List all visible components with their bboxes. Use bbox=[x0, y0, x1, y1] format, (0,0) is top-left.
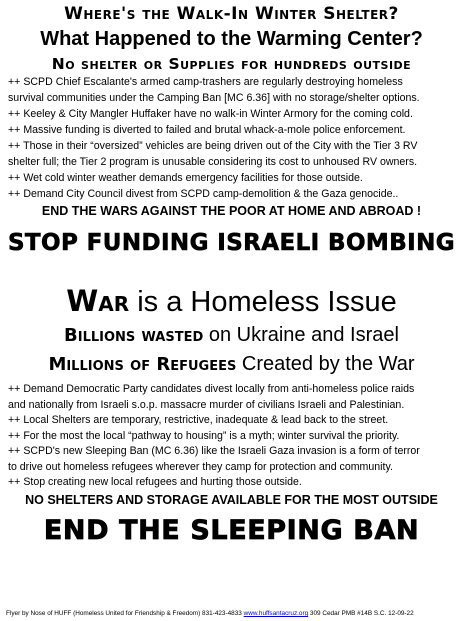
closing-wars-against-poor: END THE WARS AGAINST THE POOR AT HOME AND ABROAD ! bbox=[41, 204, 422, 218]
bullet-line: ++ Massive funding is diverted to failed and brutal whack-a-mole police enforcement. bbox=[8, 124, 406, 136]
bullet-line: ++ Keeley & City Mangler Huffaker have no walk-in Winter Armory for the coming cold. bbox=[8, 108, 413, 120]
bullet-line: ++ Wet cold winter weather demands emergency facilities for those outside. bbox=[8, 172, 363, 184]
headline-no-shelter: No shelter or Supplies for hundreds outside bbox=[51, 55, 412, 73]
flyer-footer bbox=[6, 610, 457, 618]
bullet-line: ++ Demand City Council divest from SCPD camp-demolition & the Gaza genocide.. bbox=[8, 188, 399, 200]
closing-no-shelters: NO SHELTERS AND STORAGE AVAILABLE FOR THE MOST OUTSIDE bbox=[25, 492, 438, 507]
footer-text-before: Flyer by Nose of HUFF (Homeless United for Friendship & Freedom) 831-423-4833 bbox=[6, 610, 244, 617]
footer-website-link[interactable]: www.huffsantacruz.org bbox=[243, 610, 309, 617]
millions-word: Millions of Refugees bbox=[48, 354, 237, 375]
bullet-line: shelter full; the Tier 2 program is unusable considering its cost to unhoused RV owners. bbox=[8, 156, 418, 168]
footer-text-after: 309 Cedar PMB #14B S.C. 12-09-22 bbox=[308, 610, 414, 617]
bullet-line: ++ Stop creating new local refugees and hurting those outside. bbox=[8, 476, 302, 488]
headline-war-homeless bbox=[6, 283, 457, 320]
headline-walk-in-shelter: Where's the Walk-In Winter Shelter? bbox=[64, 4, 399, 24]
headline-millions-refugees bbox=[6, 351, 457, 378]
bullet-list-2 bbox=[6, 382, 457, 491]
bullet-line: ++ SCPD Chief Escalante's armed camp-trashers are regularly destroying homeless bbox=[8, 76, 403, 88]
millions-rest: Created by the War bbox=[236, 353, 415, 375]
bullet-list-1 bbox=[6, 74, 457, 202]
bullet-line: ++ Local Shelters are temporary, restrictive, inadequate & lead back to the street. bbox=[8, 414, 389, 426]
bullet-line: ++ Demand Democratic Party candidates divest locally from anti-homeless police raids bbox=[8, 383, 415, 395]
billions-word: Billions wasted bbox=[64, 325, 204, 346]
billions-rest: on Ukraine and Israel bbox=[203, 324, 399, 346]
banner-stop-funding: STOP FUNDING ISRAELI BOMBING bbox=[7, 230, 456, 256]
bullet-line: ++ Those in their “oversized” vehicles are being driven out of the City with the Tier 3 RV bbox=[8, 140, 418, 152]
bullet-line: and nationally from Israeli s.o.p. massacre murder of civilians Israeli and Palestinian. bbox=[8, 398, 405, 411]
war-rest: is a Homeless Issue bbox=[129, 286, 397, 318]
headline-billions-wasted bbox=[6, 322, 457, 349]
headline-warming-center: What Happened to the Warming Center? bbox=[40, 28, 423, 50]
bullet-line: ++ SCPD's new Sleeping Ban (MC 6.36) like the Israeli Gaza invasion is a form of terror bbox=[8, 445, 420, 457]
war-word: War bbox=[66, 284, 130, 318]
bullet-line: to drive out homeless refugees wherever they camp for protection and community. bbox=[8, 460, 393, 473]
bullet-line: ++ For the most the local “pathway to housing” is a myth; winter survival the priority. bbox=[8, 429, 400, 442]
banner-end-sleeping-ban: END THE SLEEPING BAN bbox=[43, 514, 420, 546]
bullet-line: survival communities under the Camping Ban [MC 6.36] with no storage/shelter options. bbox=[8, 92, 420, 104]
